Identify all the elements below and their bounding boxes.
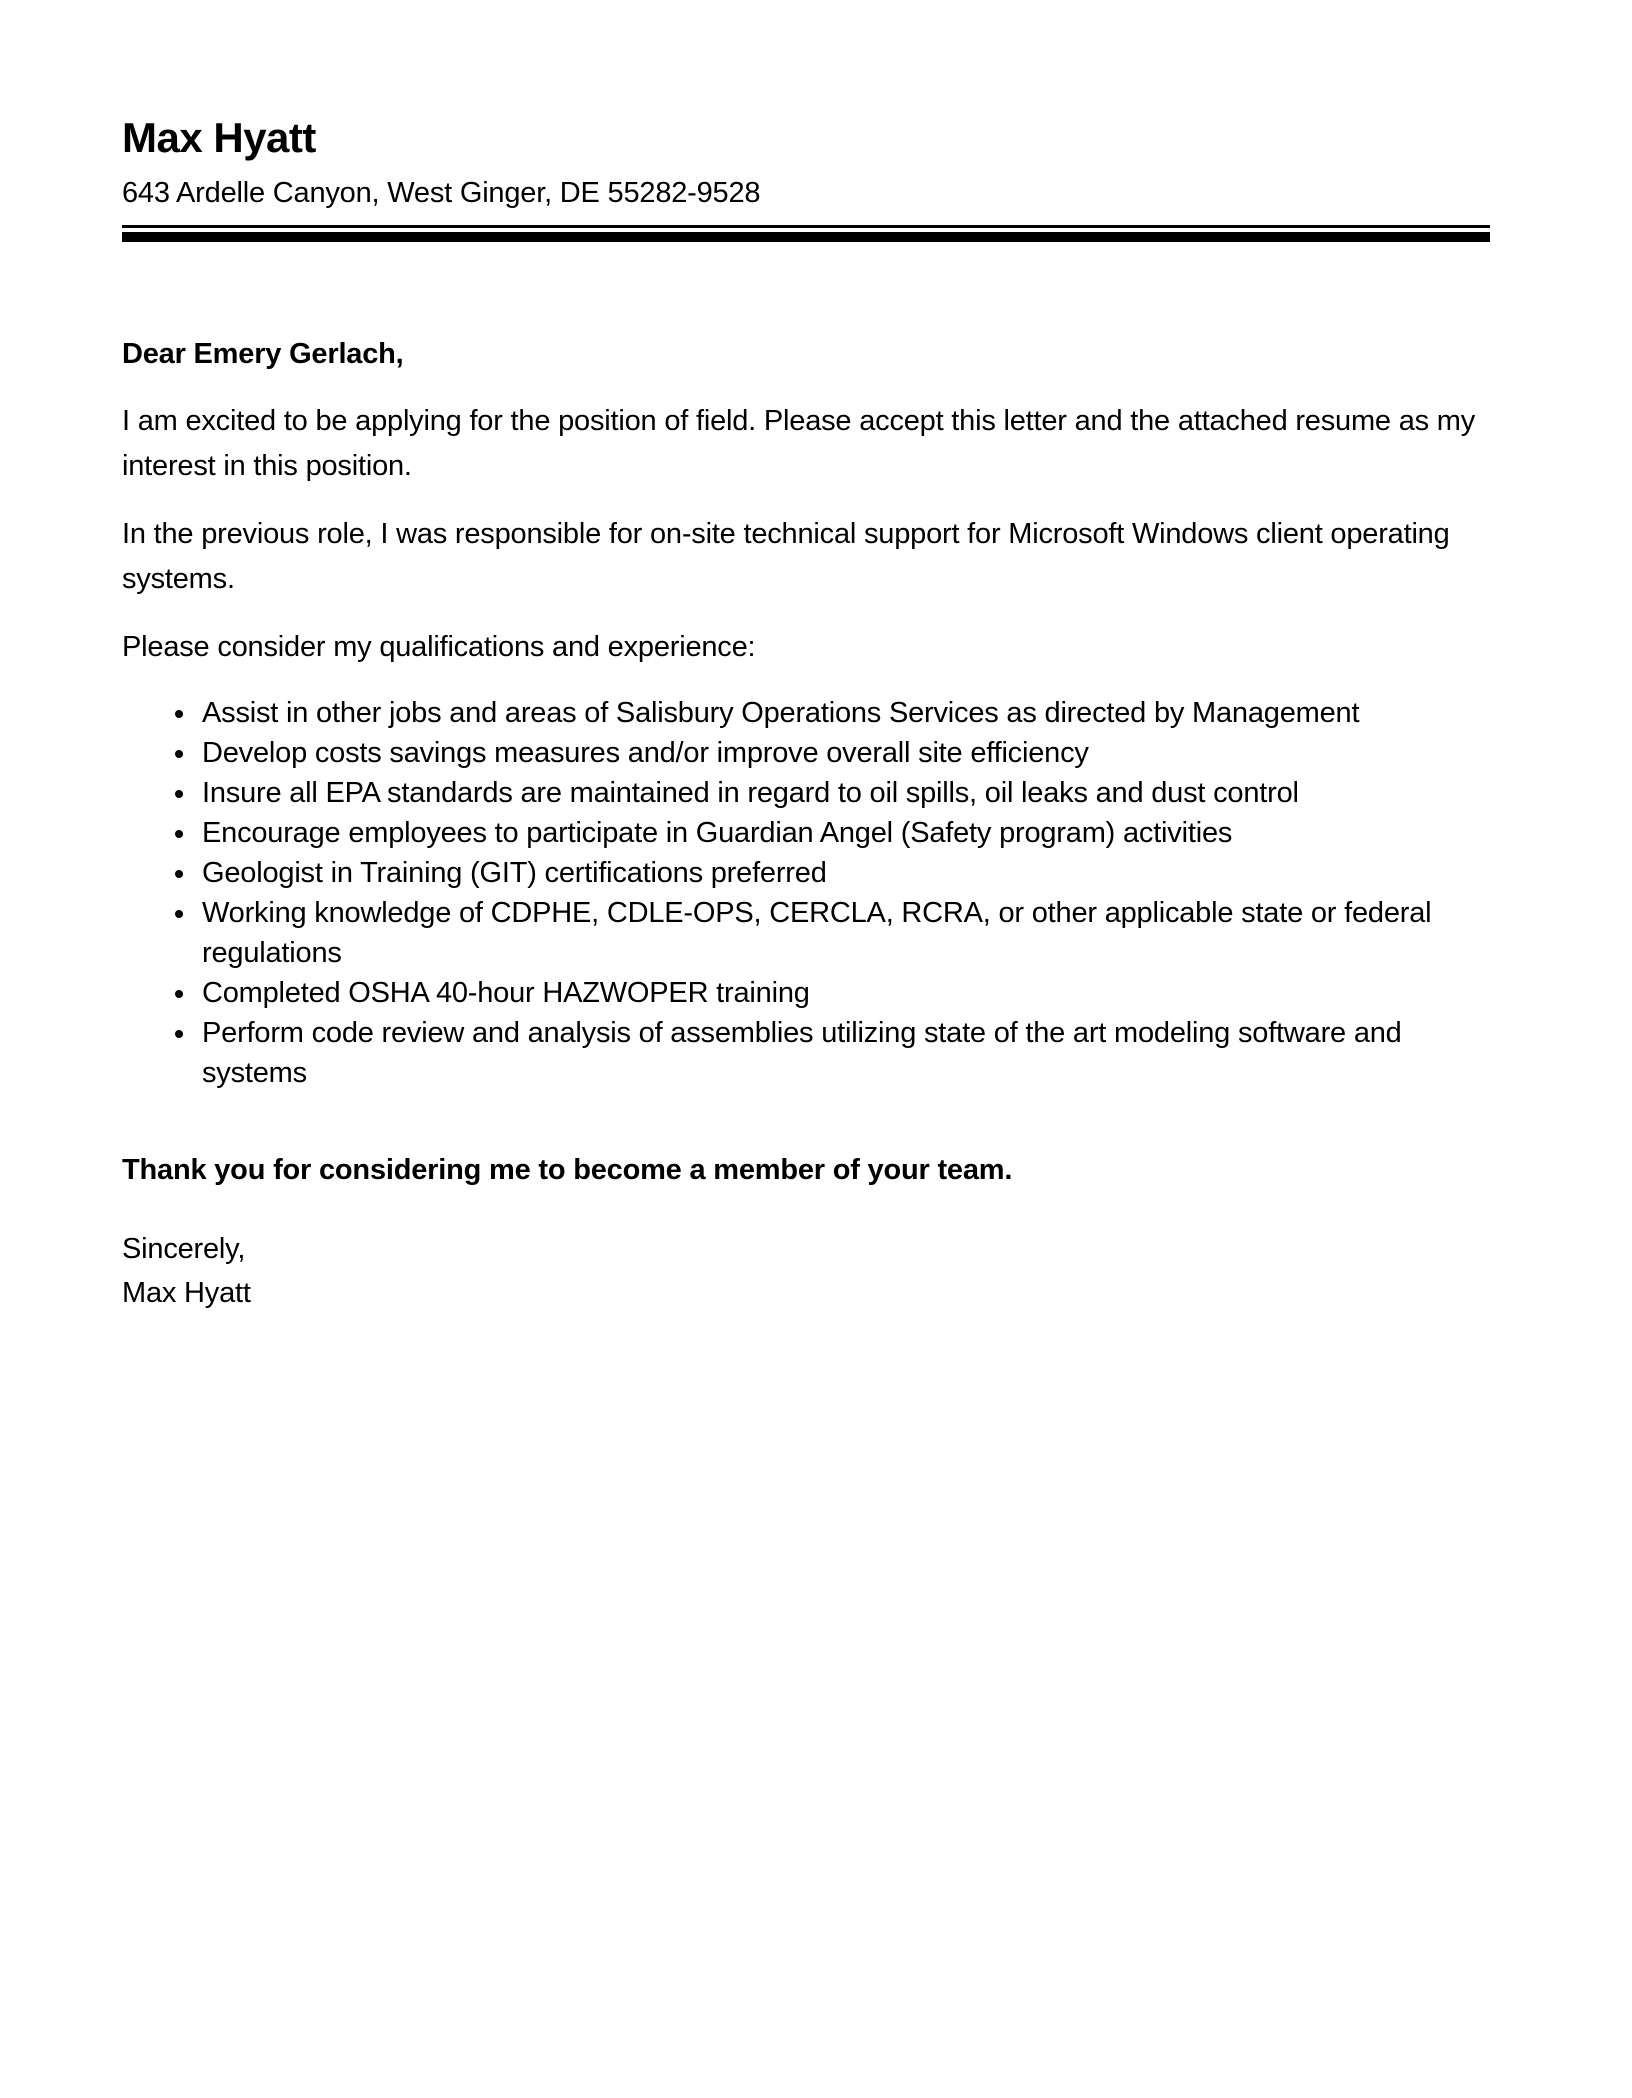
qualification-item: • Geologist in Training (GIT) certifications preferred [198,853,1490,893]
signature-block [122,1228,1490,1315]
paragraph-previous-role: In the previous role, I was responsible for on-site technical support for Microsoft Windows client operating systems. [122,517,1450,595]
header-divider [122,225,1490,242]
qualification-item: • Insure all EPA standards are maintained in regard to oil spills, oil leaks and dust control [198,773,1490,813]
qualification-item: • Perform code review and analysis of assemblies utilizing state of the art modeling software and systems [198,1013,1490,1093]
sender-name: Max Hyatt [122,114,316,161]
qualification-item: • Working knowledge of CDPHE, CDLE-OPS, CERCLA, RCRA, or other applicable state or federal regulations [198,893,1490,973]
signature: Max Hyatt [122,1276,251,1309]
paragraph-intro: I am excited to be applying for the position of field. Please accept this letter and the attached resume as my interest in this position. [122,405,1476,482]
paragraph-qualifications-lead: Please consider my qualifications and experience: [122,630,756,663]
divider-thin-line [122,225,1490,228]
divider-thick-line [122,232,1490,242]
qualification-item: • Encourage employees to participate in Guardian Angel (Safety program) activities [198,813,1490,853]
letter-header [122,112,1490,242]
qualification-item: • Assist in other jobs and areas of Salisbury Operations Services as directed by Management [198,693,1490,733]
qualifications-list [122,693,1490,1093]
greeting: Dear Emery Gerlach, [122,337,404,370]
qualification-item: • Develop costs savings measures and/or improve overall site efficiency [198,733,1490,773]
closing-statement: Thank you for considering me to become a member of your team. [122,1153,1013,1186]
qualification-item: • Completed OSHA 40-hour HAZWOPER training [198,973,1490,1013]
sign-off: Sincerely, [122,1233,246,1266]
sender-address: 643 Ardelle Canyon, West Ginger, DE 55282-9528 [122,176,761,209]
letter-body [122,333,1490,1316]
